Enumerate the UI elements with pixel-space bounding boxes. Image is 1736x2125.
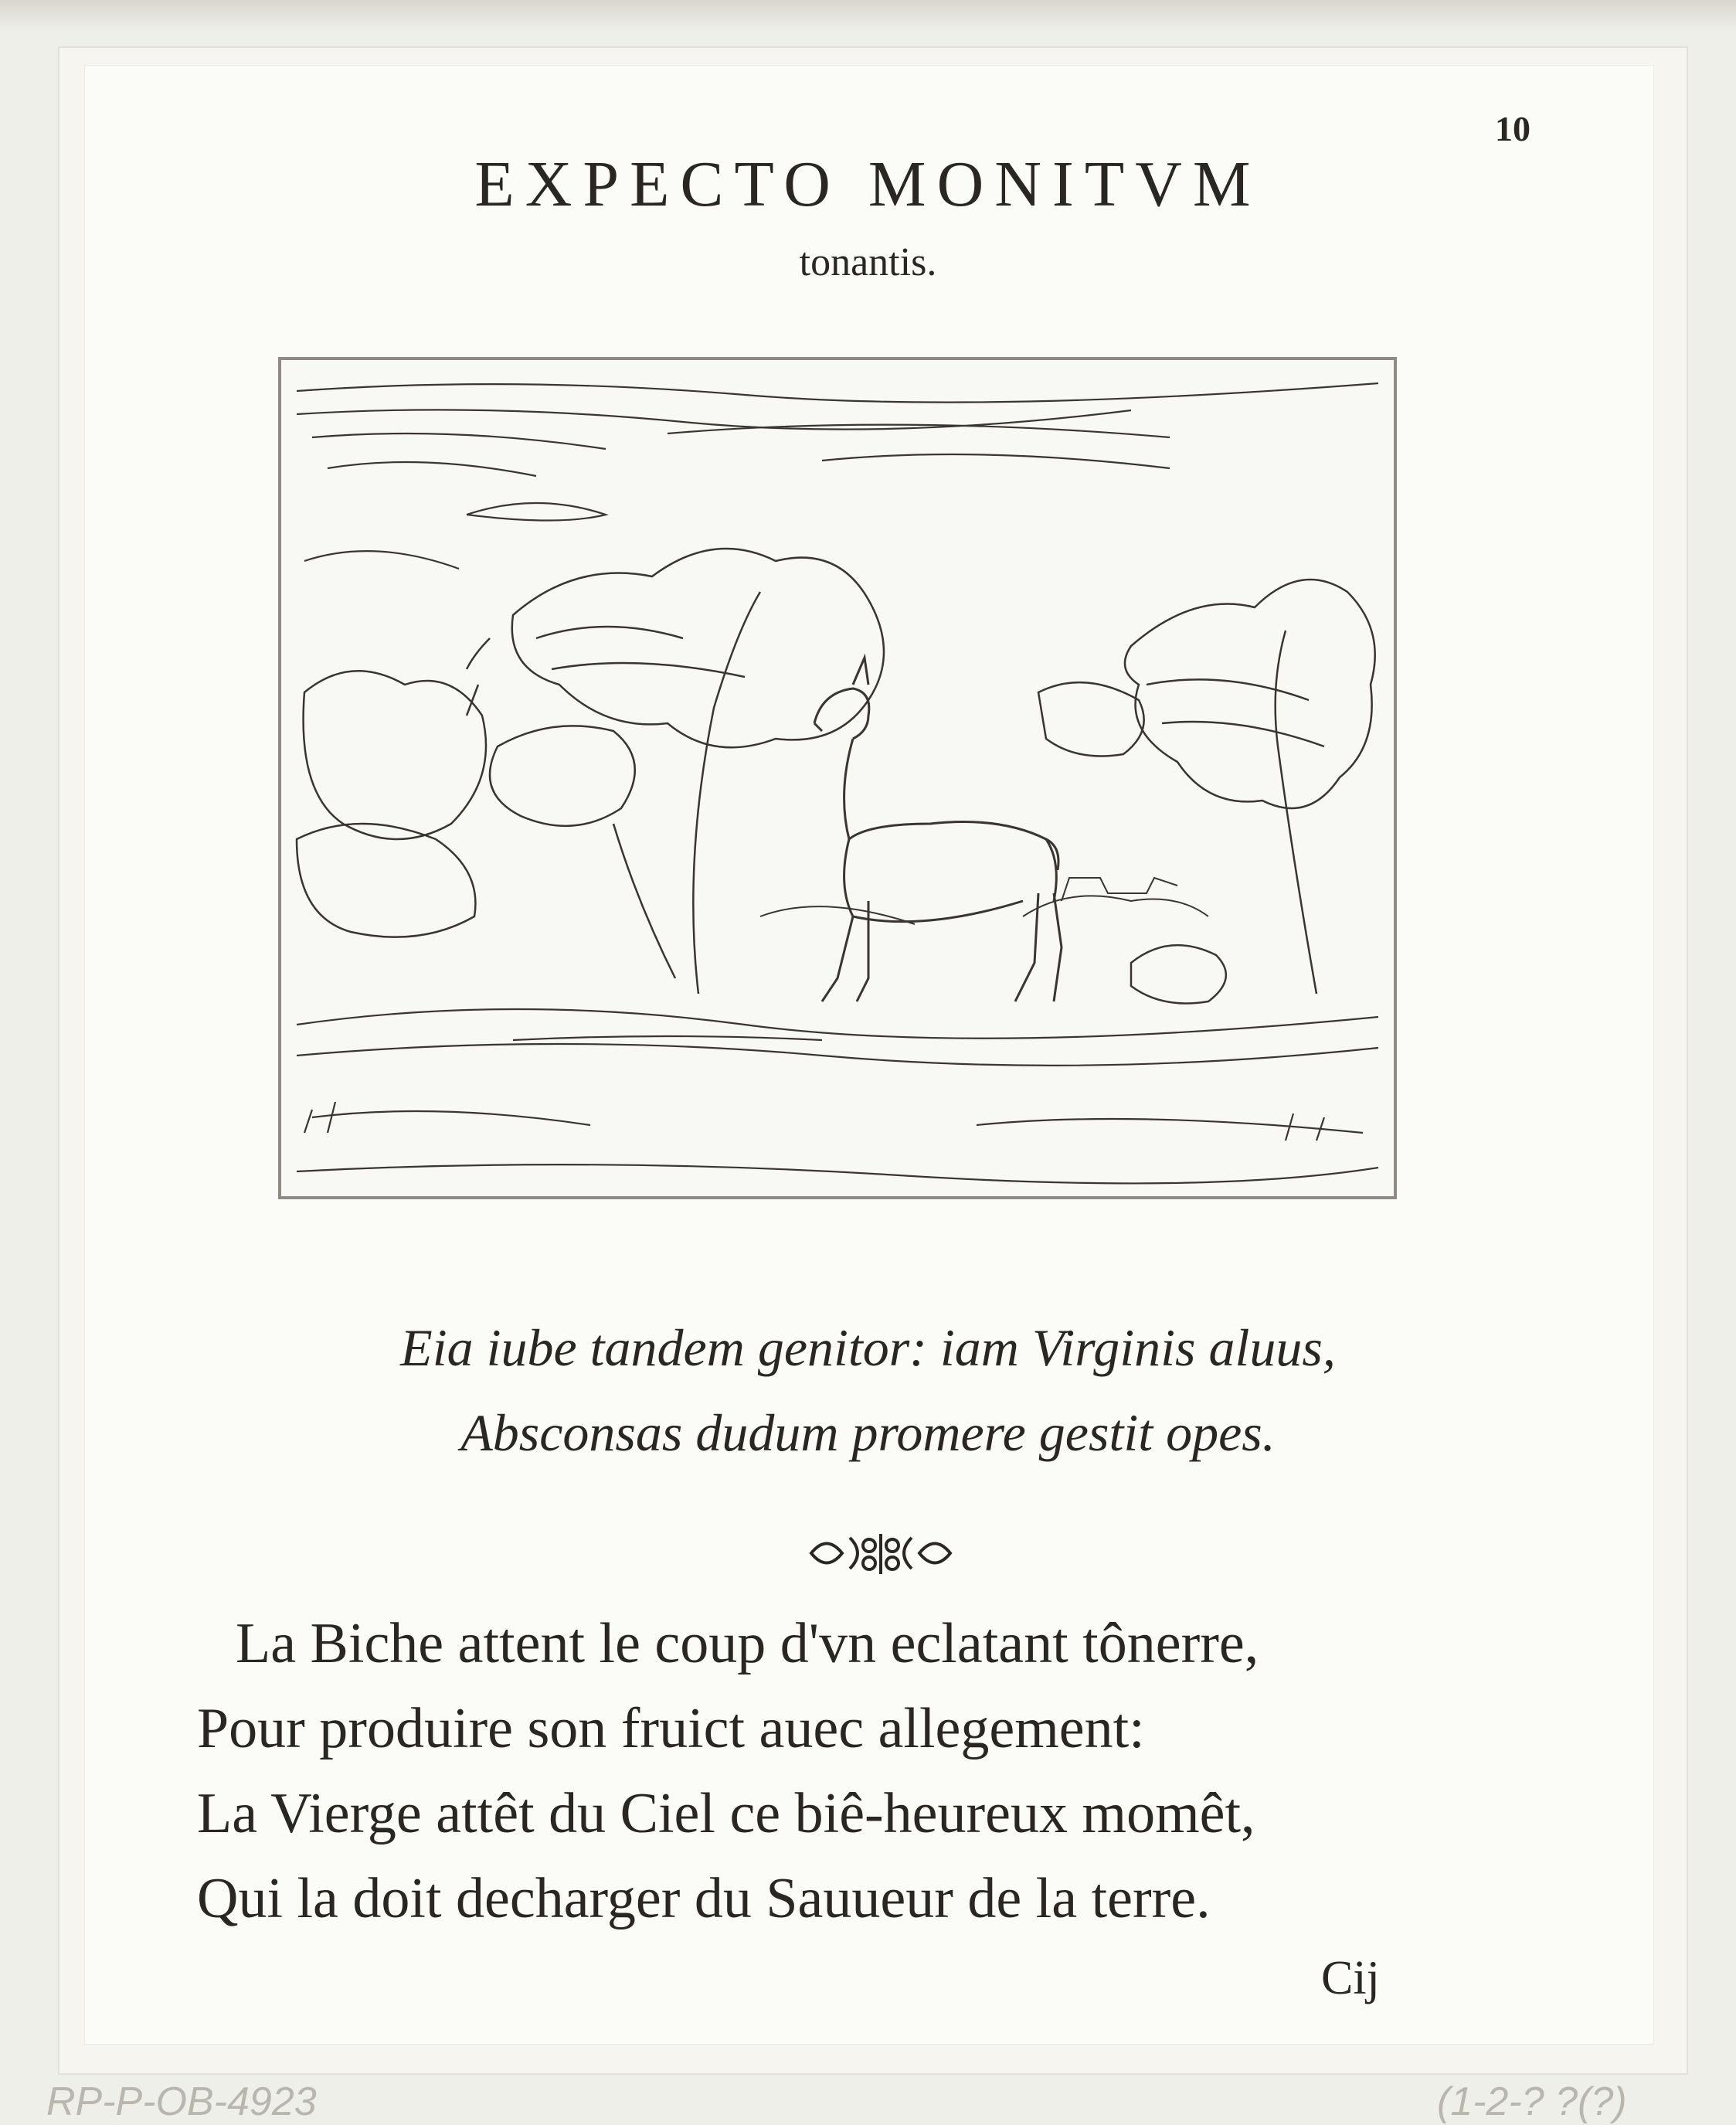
signature-mark: Cij [1321,1952,1380,2004]
right-tree [1038,580,1375,1004]
deer-landscape-illustration [281,360,1394,1196]
ground-hatching [297,1009,1378,1183]
latin-verse-line-1: Eia iube tandem genitor: iam Virginis aluus, [400,1318,1336,1377]
folio-number: 10 [1495,109,1530,148]
inventory-number: RP-P-OB-4923 [46,2079,317,2124]
deer [814,658,1062,1001]
inventory-note: (1-2-? ?(?) [1437,2079,1627,2124]
french-verse-line-2: Pour produire son fruict auec allegement: [197,1697,1145,1760]
emblem-motto-continuation: tonantis. [799,240,937,284]
scan-shadow [0,0,1736,31]
left-trees [297,549,884,994]
emblem-motto: EXPECTO MONITVM [474,148,1262,220]
french-verse-line-1: La Biche attent le coup d'vn eclatant tônerre, [236,1612,1259,1675]
distant-hills [760,878,1208,924]
latin-verse-line-2: Absconsas dudum promere gestit opes. [460,1403,1276,1462]
sky-hatching [297,383,1378,569]
french-verse-line-4: Qui la doit decharger du Sauueur de la terre. [197,1867,1211,1930]
french-verse-line-3: La Vierge attêt du Ciel ce biê-heureux momêt, [197,1782,1255,1845]
engraved-plate [278,357,1397,1199]
fleuron-ornament-icon [803,1518,958,1588]
